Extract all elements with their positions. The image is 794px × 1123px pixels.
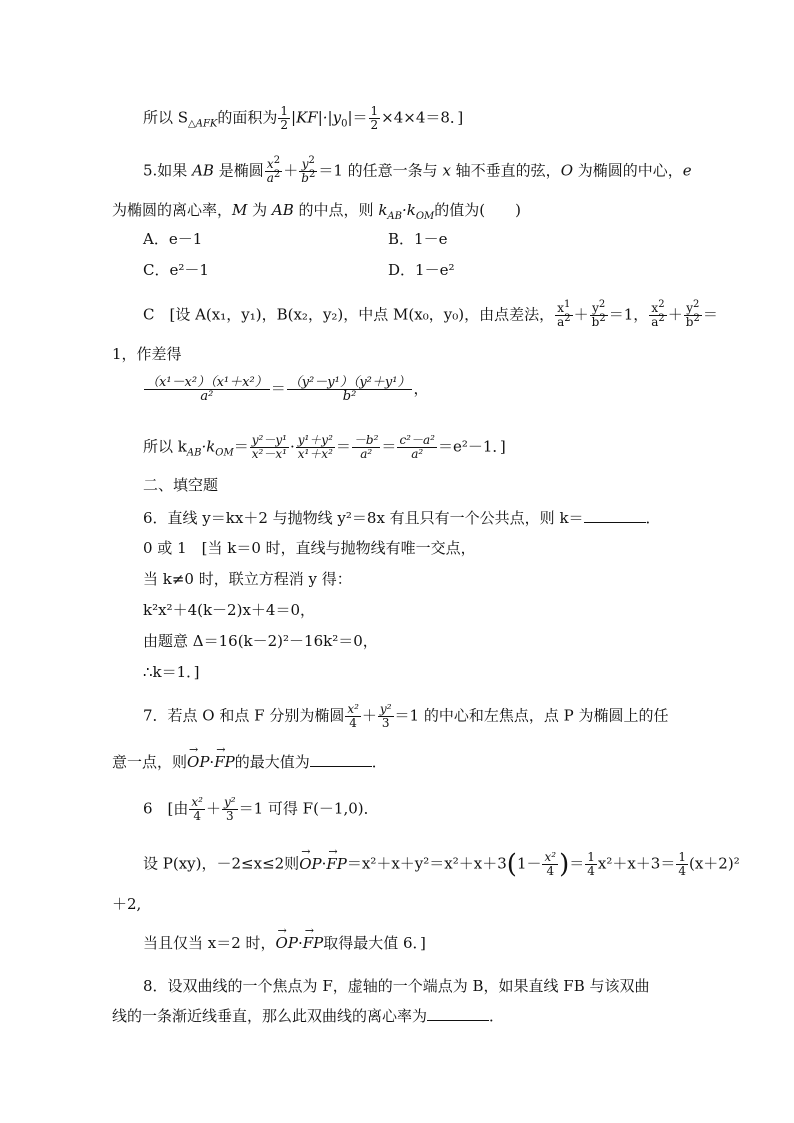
answer-5-result: 所以 $k_{AB}\cdot k_{OM}=$ $\frac{\text{y²－y¹}}{\text{x²－x¹}}$ · $\frac{\text{y¹＋y²}}{\text{x¹＋x²}}$ ＝ $\frac{\text{－b²}}{\text{a²}}$ ＝ $\frac{\text{c²－a²}}{\text{a²}}$ ＝e²－1．] [143,433,506,461]
fraction: $\frac{\text{x²}}{4}$ [191,795,203,823]
section-heading: 二、填空题 [143,476,219,494]
question-5-line2: 为椭圆的离心率，M 为 AB 的中点，则 $k_{AB}\cdot k_{OM}$的值为( ) [112,201,522,222]
fraction: $\frac{\text{（y²－y¹）（y²＋y¹）}}{\text{b²}}$ [288,375,411,404]
answer-6-line4: 由题意 Δ＝16(k－2)²－16k²＝0， [143,632,378,650]
fraction: $\frac{\text{x²}}{4}$ [544,850,557,878]
fraction: $\frac{\text{c²－a²}}{\text{a²}}$ [399,433,435,461]
option-a: A．e－1 [143,230,203,248]
fraction: $\frac{\text{y²－y¹}}{\text{x²－x¹}}$ [251,433,287,461]
fraction: $\frac{x^2}{a^2}$ [266,155,281,185]
fraction: $\frac{x^2}{a^2}$ [651,299,665,329]
answer-7-line2: 设 P(xy)，－2≤x≤2则→ OP·→ FP＝x²＋x＋y²＝x²＋x＋3(1－ $\frac{\text{x²}}{4}$ )＝ $\frac{1}{4}$ x²＋x＋3＝ $\frac{1}{4}$ (x＋2)² [143,851,740,878]
question-5-line1: 5.如果 AB 是椭圆 $\frac{x^2}{a^2}$ ＋ $\frac{y^2}{b^2}$ ＝1 的任意一条与 x 轴不垂直的弦，O 为椭圆的中心，e [143,155,692,185]
fraction: $\frac{1}{2}$ [370,104,379,132]
fraction: $\frac{y^2}{b^2}$ [591,299,606,329]
fraction: $\frac{\text{（x¹－x²）（x¹＋x²）}}{\text{a²}}$ [146,375,268,404]
option-c: C．e²－1 [143,261,209,279]
question-8-line2: 线的一条渐近线垂直，那么此双曲线的离心率为 ． [112,1007,505,1025]
answer-blank [310,752,372,767]
fraction: $\frac{y^2}{b^2}$ [685,299,700,329]
fraction: $\frac{1}{2}$ [280,104,289,132]
answer-7-line1: 6 [由 $\frac{\text{x²}}{4}$ ＋ $\frac{\text{y²}}{3}$ ＝1 可得 F(－1,0)． [143,795,379,823]
answer-6-line3: k²x²＋4(k－2)x＋4＝0， [143,601,316,619]
answer-6-line5: ∴k＝1．] [143,663,200,681]
fraction: $\frac{1}{4}$ [587,850,595,878]
answer-6-line2: 当 k≠0 时，联立方程消 y 得： [143,570,352,588]
question-6: 6．直线 y＝kx＋2 与抛物线 y²＝8x 有且只有一个公共点，则 k＝ ． [143,509,661,527]
fraction: $\frac{\text{－b²}}{\text{a²}}$ [353,433,379,461]
question-7-line2: 意一点，则→ OP·→ FP的最大值为 ． [112,752,387,772]
answer-6-line1: 0 或 1 [当 k＝0 时，直线与抛物线有唯一交点， [143,539,476,557]
option-d: D．1－e² [388,261,455,279]
answer-blank [584,508,646,523]
fraction: $\frac{\text{y²}}{3}$ [379,702,392,730]
fraction: $\frac{1}{4}$ [678,850,686,878]
answer-5-line2: 1，作差得 [112,345,182,363]
answer-5-line1: C [设 A(x₁，y₁)，B(x₂，y₂)，中点 M(x₀，y₀)，由点差法， $\frac{x^1}{a^2}$ ＋ $\frac{y^2}{b^2}$ ＝1， $\frac{x^2}{a^2}$ ＋ $\frac{y^2}{b^2}$ ＝ [143,299,718,329]
fraction: $\frac{\text{x²}}{4}$ [347,702,359,730]
answer-4-tail: 所以 $S_{\triangle AFK}$的面积为 $\frac{1}{2}$ $|KF|\cdot|y_0|=$ $\frac{1}{2}$ ×4×4＝8．] [143,104,464,132]
question-8-line1: 8．设双曲线的一个焦点为 F，虚轴的一个端点为 B，如果直线 FB 与该双曲 [143,977,650,995]
answer-7-line3: ＋2, [112,895,142,913]
fraction: $\frac{\text{y¹＋y²}}{\text{x¹＋x²}}$ [297,433,333,461]
fraction: $\frac{y^2}{b^2}$ [301,155,316,185]
answer-7-line4: 当且仅当 x＝2 时，→ OP·→ FP取得最大值 6．] [143,933,426,953]
question-7-line1: 7．若点 O 和点 F 分别为椭圆 $\frac{\text{x²}}{4}$ ＋ $\frac{\text{y²}}{3}$ ＝1 的中心和左焦点，点 P 为椭圆上的任 [143,702,669,730]
option-b: B．1－e [388,230,448,248]
fraction: $\frac{x^1}{a^2}$ [557,299,571,329]
fraction: $\frac{\text{y²}}{3}$ [224,795,236,823]
answer-5-diff: $\frac{\text{（x¹－x²）（x¹＋x²）}}{\text{a²}}$ ＝ $\frac{\text{（y²－y¹）（y²＋y¹）}}{\text{b²}}$ ， [146,375,429,404]
answer-blank [427,1006,489,1021]
